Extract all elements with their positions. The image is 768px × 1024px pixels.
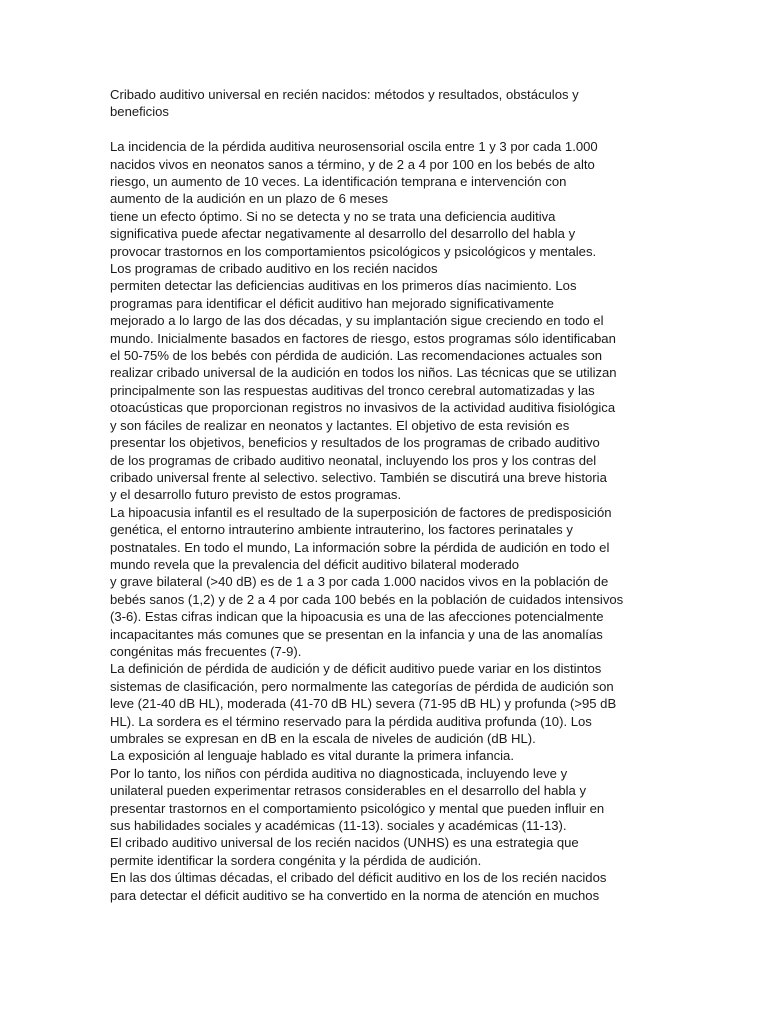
body-text-line: incapacitantes más comunes que se presentan en la infancia y una de las anomalías bbox=[110, 626, 603, 642]
body-text-line: realizar cribado universal de la audición en todos los niños. Las técnicas que se utilizan bbox=[110, 365, 617, 381]
body-text-line: Los programas de cribado auditivo en los recién nacidos bbox=[110, 261, 438, 277]
body-text-line: sistemas de clasificación, pero normalmente las categorías de pérdida de audición son bbox=[110, 678, 614, 694]
body-text-line: umbrales se expresan en dB en la escala de niveles de audición (dB HL). bbox=[110, 731, 536, 747]
body-text-line: genética, el entorno intrauterino ambiente intrauterino, los factores perinatales y bbox=[110, 522, 573, 538]
body-text-line: cribado universal frente al selectivo. selectivo. También se discutirá una breve historia bbox=[110, 469, 607, 485]
body-text-line: significativa puede afectar negativamente al desarrollo del desarrollo del habla y bbox=[110, 226, 576, 242]
body-text-line: presentar los objetivos, beneficios y resultados de los programas de cribado auditivo bbox=[110, 435, 600, 451]
document-content bbox=[110, 86, 658, 904]
body-text-line: permite identificar la sordera congénita y la pérdida de audición. bbox=[110, 852, 482, 868]
title-line: Cribado auditivo universal en recién nacidos: métodos y resultados, obstáculos y bbox=[110, 87, 579, 102]
body-text-line: La incidencia de la pérdida auditiva neurosensorial oscila entre 1 y 3 por cada 1.000 bbox=[110, 139, 598, 155]
body-text-line: leve (21-40 dB HL), moderada (41-70 dB HL) severa (71-95 dB HL) y profunda (>95 dB bbox=[110, 696, 617, 712]
body-text-line: permiten detectar las deficiencias auditivas en los primeros días nacimiento. Los bbox=[110, 278, 577, 294]
body-text-line: principalmente son las respuestas auditivas del tronco cerebral automatizadas y las bbox=[110, 382, 595, 398]
body-text-line: (3-6). Estas cifras indican que la hipoacusia es una de las afecciones potencialmente bbox=[110, 609, 604, 625]
body-text-line: y grave bilateral (>40 dB) es de 1 a 3 por cada 1.000 nacidos vivos en la población de bbox=[110, 574, 609, 590]
body-text-line: congénitas más frecuentes (7-9). bbox=[110, 643, 302, 659]
document-title bbox=[110, 86, 658, 121]
body-text-line: Por lo tanto, los niños con pérdida auditiva no diagnosticada, incluyendo leve y bbox=[110, 765, 568, 781]
body-text-line: programas para identificar el déficit auditivo han mejorado significativamente bbox=[110, 295, 554, 311]
body-text-line: y son fáciles de realizar en neonatos y lactantes. El objetivo de esta revisión es bbox=[110, 417, 570, 433]
body-text-line: El cribado auditivo universal de los recién nacidos (UNHS) es una estrategia que bbox=[110, 835, 579, 851]
body-text-line: bebés sanos (1,2) y de 2 a 4 por cada 100 bebés en la población de cuidados intensivos bbox=[110, 591, 624, 607]
body-text-line: presentar trastornos en el comportamiento psicológico y mental que pueden influir en bbox=[110, 800, 605, 816]
body-text-line: tiene un efecto óptimo. Si no se detecta y no se trata una deficiencia auditiva bbox=[110, 208, 556, 224]
body-text-line: mundo revela que la prevalencia del déficit auditivo bilateral moderado bbox=[110, 556, 520, 572]
body-text-line: el 50-75% de los bebés con pérdida de audición. Las recomendaciones actuales son bbox=[110, 348, 603, 364]
body-text-line: aumento de la audición en un plazo de 6 meses bbox=[110, 191, 389, 207]
body-text-line: postnatales. En todo el mundo, La información sobre la pérdida de audición en todo el bbox=[110, 539, 610, 555]
body-text-line: de los programas de cribado auditivo neonatal, incluyendo los pros y los contras del bbox=[110, 452, 597, 468]
body-text-line: HL). La sordera es el término reservado para la pérdida auditiva profunda (10). Los bbox=[110, 713, 592, 729]
body-text-line: La hipoacusia infantil es el resultado de la superposición de factores de predisposición bbox=[110, 504, 612, 520]
body-text-line: para detectar el déficit auditivo se ha convertido en la norma de atención en muchos bbox=[110, 887, 600, 903]
body-text-line: En las dos últimas décadas, el cribado del déficit auditivo en los de los recién nacidos bbox=[110, 870, 607, 886]
body-text-line: mejorado a lo largo de las dos décadas, y su implantación sigue creciendo en todo el bbox=[110, 313, 604, 329]
body-text-line: unilateral pueden experimentar retrasos considerables en el desarrollo del habla y bbox=[110, 783, 587, 799]
paragraph-spacer bbox=[110, 121, 658, 138]
body-text-line: otoacústicas que proporcionan registros no invasivos de la actividad auditiva fisiológica bbox=[110, 400, 616, 416]
body-text-line: sus habilidades sociales y académicas (11-13). sociales y académicas (11-13). bbox=[110, 818, 567, 834]
body-text-line: riesgo, un aumento de 10 veces. La identificación temprana e intervención con bbox=[110, 174, 567, 190]
body-text-line: La definición de pérdida de audición y de déficit auditivo puede variar en los distintos bbox=[110, 661, 602, 677]
body-text-line: y el desarrollo futuro previsto de estos programas. bbox=[110, 487, 402, 503]
body-text-line: mundo. Inicialmente basados en factores de riesgo, estos programas sólo identificaban bbox=[110, 330, 616, 346]
body-text-line: provocar trastornos en los comportamientos psicológicos y psicológicos y mentales. bbox=[110, 243, 597, 259]
title-line: beneficios bbox=[110, 104, 169, 120]
document-body bbox=[110, 138, 658, 904]
body-text-line: La exposición al lenguaje hablado es vital durante la primera infancia. bbox=[110, 748, 514, 764]
body-text-line: nacidos vivos en neonatos sanos a término, y de 2 a 4 por 100 en los bebés de alto bbox=[110, 156, 595, 172]
